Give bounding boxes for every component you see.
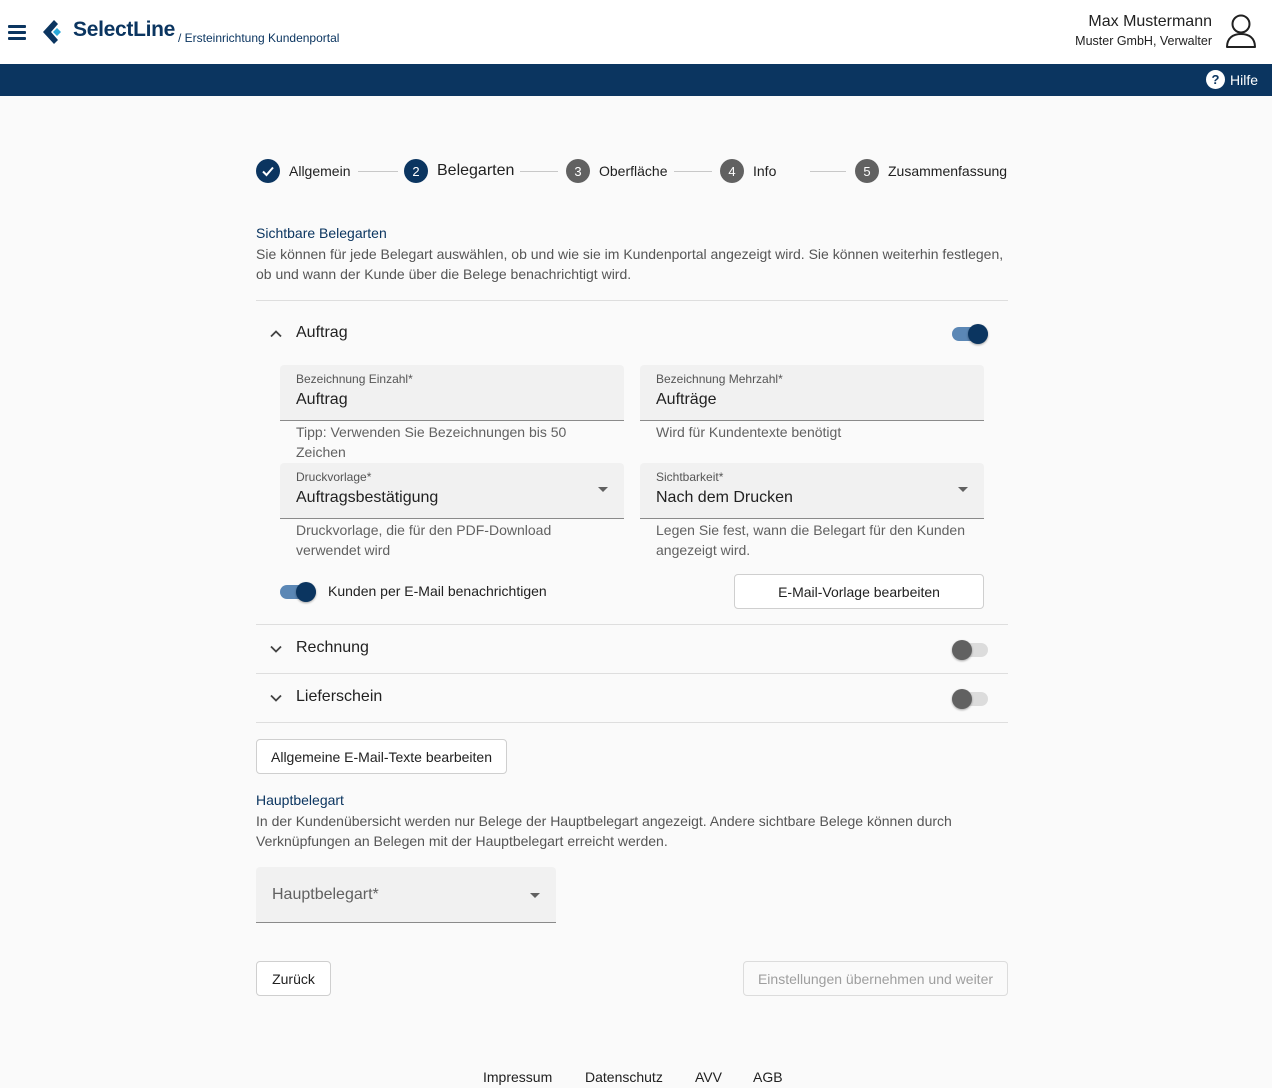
panel-title: Auftrag [296,324,348,341]
chevron-up-icon [268,326,284,342]
chevron-down-icon [268,641,284,657]
footer-link-datenschutz[interactable]: Datenschutz [585,1069,663,1085]
user-account-icon[interactable] [1224,13,1258,49]
divider [256,300,1008,301]
field-label: Druckvorlage* [296,470,372,484]
panel-header-lieferschein[interactable] [256,674,1008,722]
field-value: Nach dem Drucken [656,489,793,506]
check-icon [256,159,280,183]
chevron-down-icon [268,690,284,706]
panel-title: Rechnung [296,639,369,656]
main-type-select[interactable] [256,867,556,923]
auftrag-enabled-toggle[interactable] [952,323,988,345]
step-label: Zusammenfassung [888,163,1008,179]
step-number: 3 [566,159,590,183]
dropdown-arrow-icon [598,487,608,492]
panel-header-rechnung[interactable] [256,625,1008,673]
step-label: Belegarten [437,162,515,179]
field-hint: Druckvorlage, die für den PDF-Download verwendet wird [296,522,552,558]
footer-link-agb[interactable]: AGB [753,1069,783,1085]
setup-stepper [256,159,1008,185]
help-icon: ? [1206,70,1225,89]
field-label: Sichtbarkeit* [656,470,724,484]
rechnung-enabled-toggle[interactable] [952,639,988,661]
user-role: Muster GmbH, Verwalter [1075,34,1212,48]
user-name: Max Mustermann [1088,13,1212,30]
email-notify-label: Kunden per E-Mail benachrichtigen [328,583,547,599]
field-value: Auftragsbestätigung [296,489,439,506]
field-label: Bezeichnung Mehrzahl* [656,372,783,386]
field-label: Bezeichnung Einzahl* [296,372,413,386]
step-divider [358,171,398,172]
step-belegarten[interactable] [404,159,514,183]
footer-link-avv[interactable]: AVV [695,1069,722,1085]
help-label: Hilfe [1229,71,1258,88]
step-number: 2 [404,159,428,183]
section-description: Sie können für jede Belegart auswählen, ob und wie sie im Kundenportal angezeigt wird. Sie können weiterhin festlegen, ob und wann der Kunde über die Belege benachrichtigt wird. [256,246,1004,282]
panel-header-auftrag[interactable] [256,310,1008,358]
field-hint: Wird für Kundentexte benötigt [656,424,842,440]
breadcrumb: / Ersteinrichtung Kundenportal [178,31,340,45]
step-label: Allgemein [289,163,351,179]
panel-title: Lieferschein [296,688,383,705]
section-title-main-type: Hauptbelegart [256,792,344,808]
dropdown-arrow-icon [958,487,968,492]
step-oberflaeche[interactable] [566,159,667,183]
footer [0,1069,1272,1088]
step-allgemein[interactable] [256,159,350,183]
brand-name: SelectLine [73,18,176,41]
edit-email-template-button[interactable]: E-Mail-Vorlage bearbeiten [734,574,984,609]
step-label: Oberfläche [599,163,668,179]
step-divider [810,171,846,172]
step-number: 5 [855,159,879,183]
plural-name-field[interactable] [640,365,984,421]
app-header [0,0,1272,64]
menu-icon[interactable] [6,20,28,44]
email-notify-toggle[interactable] [280,581,316,603]
field-hint: Legen Sie fest, wann die Belegart für den Kunden angezeigt wird. [656,522,965,558]
field-value: Auftrag [296,391,348,408]
field-hint: Tipp: Verwenden Sie Bezeichnungen bis 50 Zeichen [296,424,567,460]
divider [256,722,1008,723]
print-template-select[interactable] [280,463,624,519]
help-button[interactable] [1206,70,1258,89]
field-value: Aufträge [656,391,717,408]
step-label: Info [753,163,777,179]
step-number: 4 [720,159,744,183]
toolbar [0,64,1272,96]
section-description: In der Kundenübersicht werden nur Belege der Hauptbelegart angezeigt. Andere sichtbare Belege können durch Verknüpfungen an Belegen mit der Hauptbelegart erreicht werden. [256,813,952,849]
lieferschein-enabled-toggle[interactable] [952,688,988,710]
section-title-visible-types: Sichtbare Belegarten [256,225,387,241]
visibility-select[interactable] [640,463,984,519]
step-zusammenfassung[interactable] [855,159,1007,183]
apply-and-next-button[interactable]: Einstellungen übernehmen und weiter [743,961,1008,996]
step-divider [674,171,712,172]
edit-general-email-texts-button[interactable]: Allgemeine E-Mail-Texte bearbeiten [256,739,507,774]
select-placeholder: Hauptbelegart* [272,886,379,903]
back-button[interactable]: Zurück [256,961,331,996]
footer-link-impressum[interactable]: Impressum [483,1069,553,1085]
step-divider [520,171,558,172]
dropdown-arrow-icon [530,893,540,898]
singular-name-field[interactable] [280,365,624,421]
selectline-logo-icon [41,19,67,45]
step-info[interactable] [720,159,776,183]
